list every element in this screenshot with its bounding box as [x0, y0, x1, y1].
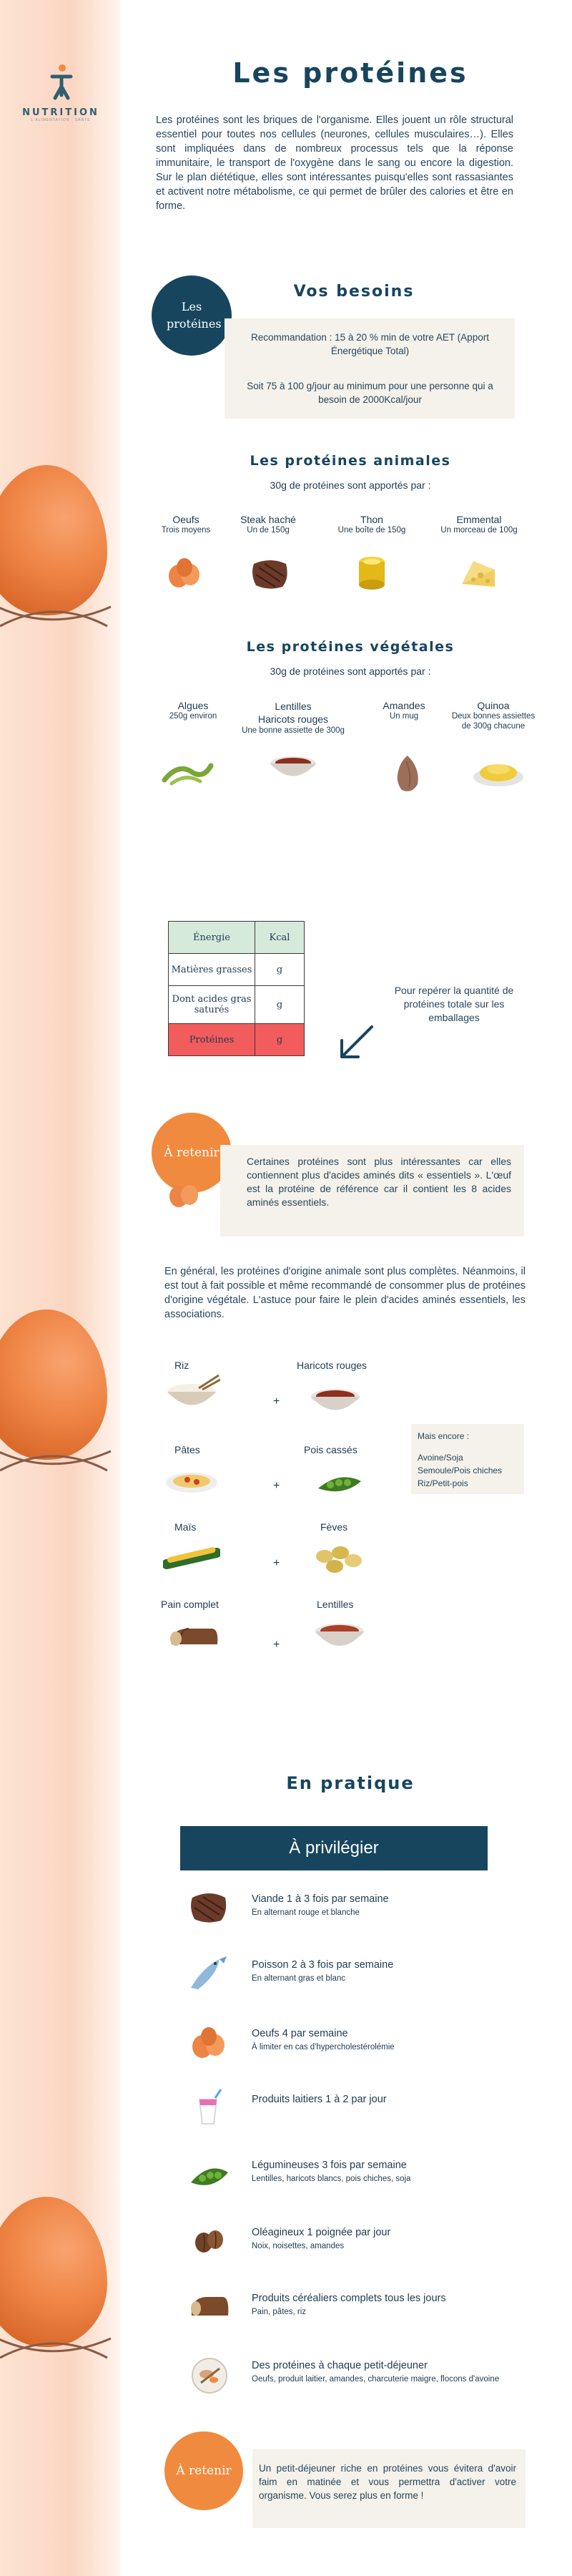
pratique-item — [187, 2022, 531, 2065]
table-cell-label: Dont acides gras saturés — [169, 986, 255, 1024]
food-detail: Deux bonnes assiettes de 300g chacune — [451, 712, 536, 731]
eggs-icon — [187, 2022, 232, 2062]
quinoa-icon — [472, 757, 526, 789]
table-cell-value: g — [255, 1024, 305, 1056]
food-name: Lentilles Haricots rouges — [257, 701, 329, 725]
fish-icon — [187, 1953, 232, 1994]
food-item — [150, 514, 222, 535]
logo-text: NUTRITION — [22, 107, 99, 118]
logo-subtitle: L'ALIMENTATION · SANTÉ — [31, 118, 91, 122]
pratique-item — [187, 2154, 531, 2197]
food-name: Quinoa — [477, 700, 510, 711]
pratique-item — [187, 1953, 531, 1996]
assoc-left: Pain complet — [161, 1599, 219, 1610]
besoins-heading: Vos besoins — [293, 283, 415, 301]
food-item — [232, 514, 304, 535]
tuna-can-icon — [354, 555, 390, 592]
assoc-left: Maïs — [174, 1521, 197, 1533]
fava-beans-icon — [312, 1542, 365, 1576]
food-detail: Un de 150g — [247, 526, 290, 535]
page-title: Les protéines — [232, 57, 468, 89]
food-name: Amandes — [383, 700, 425, 711]
food-detail: Une boîte de 150g — [337, 526, 406, 535]
bread-icon — [167, 1623, 221, 1652]
egg-stand-illustration — [0, 2333, 114, 2361]
table-cell-label: Matières grasses — [169, 954, 255, 986]
eggs-icon — [163, 555, 206, 590]
pratique-item-subtitle: En alternant rouge et blanche — [252, 1908, 360, 1917]
retenir-text: Certaines protéines sont plus intéressantes car elles contiennent plus d'acides aminés dits « essentiels ». L'œuf est la protéine de référence car il contient les 8 acides aminés essentiels. — [247, 1156, 511, 1208]
table-header-energie: Énergie — [169, 922, 255, 954]
plus-sign: + — [273, 1639, 280, 1651]
recommandation-text: Recommandation : 15 à 20 % min de votre AET (Apport Énergétique Total) — [251, 332, 489, 356]
assoc-left: Pâtes — [174, 1444, 200, 1455]
animales-subtitle: 30g de protéines sont apportés par : — [270, 479, 431, 491]
food-detail: 250g environ — [169, 712, 217, 721]
plus-sign: + — [273, 1480, 280, 1492]
pratique-item-subtitle: Pain, pâtes, riz — [252, 2308, 307, 2316]
plus-sign: + — [273, 1557, 280, 1569]
pratique-item — [187, 1888, 531, 1931]
animales-heading: Les protéines animales — [250, 453, 451, 469]
egg-stand-illustration — [0, 601, 114, 630]
table-note: Pour repérer la quantité de protéines totale sur les emballages — [394, 985, 514, 1023]
legumes-icon — [187, 2154, 232, 2194]
food-name: Algues — [177, 700, 209, 711]
mais-encore-title: Mais encore : — [418, 1431, 470, 1441]
pratique-item-subtitle: À limiter en cas d'hypercholestérolémie — [252, 2043, 395, 2051]
pratique-item — [187, 2354, 531, 2397]
assoc-right: Fèves — [320, 1521, 348, 1533]
mais-encore-item: Riz/Petit-pois — [418, 1478, 468, 1488]
nuts-icon — [187, 2221, 232, 2261]
steak-icon — [250, 557, 290, 591]
pratique-item-title: Oléagineux 1 poignée par jour — [252, 2227, 391, 2238]
besoins-badge-label: Les protéines — [167, 300, 222, 331]
associations-paragraph: En général, les protéines d'origine animale sont plus complètes. Néanmoins, il est tout à fait possible et même recommandé de consommer plus de protéines d'origine végétale. L'astuce pour faire le plein d'acides aminés essentiels, les associations. — [164, 1266, 526, 1320]
food-item — [368, 700, 440, 721]
food-name: Steak haché — [240, 514, 296, 525]
table-cell-value: g — [255, 986, 305, 1024]
egg-stand-illustration — [0, 1445, 114, 1474]
vegetales-subtitle: 30g de protéines sont apportés par : — [270, 665, 431, 677]
food-detail: Une bonne assiette de 300g — [242, 726, 345, 735]
pratique-item-title: Poisson 2 à 3 fois par semaine — [252, 1959, 394, 1971]
mais-encore-item: Avoine/Soja — [418, 1453, 463, 1463]
pratique-item-title: Produits céréaliers complets tous les jours — [252, 2293, 446, 2304]
food-item — [450, 700, 536, 731]
final-retenir-text: Un petit-déjeuner riche en protéines vous évitera d'avoir faim en matinée et vous permettra d'activer votre organisme. Vous serez plus en forme ! — [259, 2463, 516, 2501]
mais-encore-item: Semoule/Pois chiches — [418, 1465, 503, 1475]
assoc-right: Pois cassés — [304, 1444, 358, 1455]
bread-icon — [187, 2287, 232, 2327]
pratique-item-subtitle: Lentilles, haricots blancs, pois chiches, soja — [252, 2175, 411, 2183]
arrow-icon — [336, 1023, 375, 1063]
almond-icon — [392, 753, 424, 796]
beans-bowl-icon — [268, 753, 318, 781]
meat-icon — [187, 1888, 232, 1928]
table-cell-label: Protéines — [169, 1024, 255, 1056]
pratique-item — [187, 2088, 531, 2131]
lentils-bowl-icon — [313, 1621, 367, 1653]
besoins-badge — [152, 275, 232, 356]
rice-bowl-icon — [163, 1374, 220, 1413]
food-item — [154, 700, 232, 721]
pratique-item-title: Viande 1 à 3 fois par semaine — [252, 1893, 389, 1905]
pratique-item-subtitle: Noix, noisettes, amandes — [252, 2242, 345, 2250]
corn-icon — [163, 1544, 220, 1573]
table-header-kcal: Kcal — [255, 922, 305, 954]
table-cell-value: g — [255, 954, 305, 986]
pratique-item — [187, 2221, 531, 2264]
vegetales-heading: Les protéines végétales — [246, 639, 455, 655]
food-item — [422, 514, 536, 535]
logo — [14, 61, 107, 122]
retenir-badge-final-label: À retenir — [176, 2464, 232, 2478]
intro-paragraph: Les protéines sont les briques de l'organisme. Elles jouent un rôle structural essentiel pour toutes nos cellules (neurones, cellules musculaires…). Elles sont impliquées dans de nombreux processus tels que la réponse immunitaire, le transport de l'oxygène dans le sang ou encore la digestion. Sur le plan diététique, elles sont intéressantes puisqu'elles sont rassasiantes et activent notre métabolisme, ce qui permet de brûler des calories et être en forme. — [156, 114, 513, 212]
assoc-right: Lentilles — [317, 1599, 354, 1610]
pratique-heading: En pratique — [286, 1773, 415, 1793]
food-item — [329, 514, 415, 535]
mais-encore-list — [418, 1430, 525, 1490]
pasta-plate-icon — [163, 1467, 220, 1499]
food-item — [236, 700, 350, 736]
food-name: Oeufs — [172, 514, 199, 525]
logo-mark-icon — [39, 61, 82, 104]
food-detail: Un mug — [389, 712, 419, 721]
food-name: Thon — [360, 514, 383, 525]
beans-bowl-icon — [309, 1386, 363, 1416]
retenir-badge-label: À retenir — [164, 1146, 220, 1160]
retenir-badge-final — [164, 2431, 243, 2510]
plus-sign: + — [273, 1395, 280, 1407]
food-detail: Trois moyens — [161, 526, 211, 535]
privilegier-banner — [180, 1826, 488, 1870]
nutrition-label-table — [168, 921, 305, 1056]
assoc-left: Riz — [174, 1360, 189, 1371]
food-name: Emmental — [456, 514, 502, 525]
yogurt-icon — [187, 2088, 232, 2128]
algae-icon — [161, 751, 214, 787]
cheese-icon — [459, 557, 498, 591]
pratique-item-subtitle: Oeufs, produit laitier, amandes, charcuterie maigre, flocons d'avoine — [252, 2375, 500, 2384]
pratique-item-title: Produits laitiers 1 à 2 par jour — [252, 2094, 387, 2105]
apport-text: Soit 75 à 100 g/jour au minimum pour une personne qui a besoin de 2000Kcal/jour — [247, 381, 493, 405]
breakfast-icon — [187, 2354, 232, 2394]
eggs-icon — [164, 1177, 204, 1209]
assoc-right: Haricots rouges — [297, 1360, 368, 1371]
pratique-item-title: Légumineuses 3 fois par semaine — [252, 2160, 407, 2171]
pratique-item-title: Oeufs 4 par semaine — [252, 2028, 348, 2039]
privilegier-banner-label: À privilégier — [289, 1838, 379, 1858]
pratique-item — [187, 2287, 531, 2330]
food-detail: Un morceau de 100g — [440, 526, 518, 535]
decorative-side-band — [0, 0, 120, 2576]
pratique-item-title: Des protéines à chaque petit-déjeuner — [252, 2360, 428, 2371]
pratique-item-subtitle: En alternant gras et blanc — [252, 1974, 346, 1983]
peas-icon — [315, 1467, 365, 1499]
